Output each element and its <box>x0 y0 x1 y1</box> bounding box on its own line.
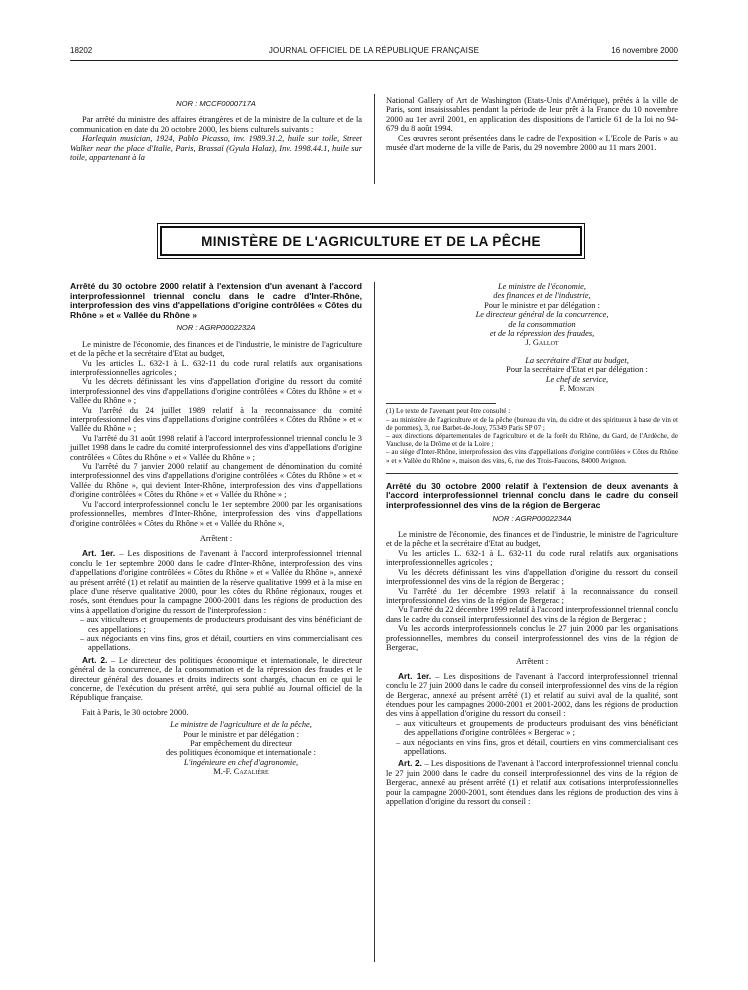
signatory-name: F. Mongin <box>559 384 595 394</box>
paragraph: Vu l'accord interprofessionnel conclu le 1er septembre 2000 par les organisations professionnelles, membres d'Inter-Rhône, interprofession des vins d'appellations d'origine contrôlées « Côtes du Rhône » et « Vallée du Rhône », <box>70 499 362 528</box>
signature-block <box>386 356 678 394</box>
paragraph: Le ministre de l'économie, des finances et de l'industrie, le ministre de l'agriculture et de la pêche et la secrétaire d'Etat au budget, <box>70 339 362 359</box>
issue-date: 16 novembre 2000 <box>611 46 678 55</box>
paragraph: Par arrêté du ministre des affaires étrangères et de la ministre de la culture et de la communication en date du 20 octobre 2000, les biens culturels suivants : <box>70 115 362 134</box>
footnote-rule <box>386 403 496 404</box>
signature-line: Le ministre de l'agriculture et de la pêche, <box>170 720 312 730</box>
paragraph: Vu les accords interprofessionnels conclus le 27 juin 2000 par les organisations professionnelles, membres du conseil interprofessionnel des vins de la région de Bergerac, <box>386 624 678 652</box>
header-rule <box>70 60 678 61</box>
top-right-column <box>386 96 678 152</box>
paragraph: Vu les articles L. 632-1 à L. 632-11 du code rural relatifs aux organisations interprofessionnelles agricoles ; <box>386 548 678 568</box>
signature-line: Le chef de service, <box>545 374 609 384</box>
decree-title: Arrêté du 30 octobre 2000 relatif à l'extension de deux avenants à l'accord interprofessionnel triennal conclu dans le cadre du conseil interprofessionnel des vins de la région de Bergerac <box>386 480 678 511</box>
ministry-heading: MINISTÈRE DE L'AGRICULTURE ET DE LA PÊCHE <box>160 226 582 256</box>
page-header <box>0 46 748 60</box>
decree-title: Arrêté du 30 octobre 2000 relatif à l'extension d'un avenant à l'accord interprofessionnel triennal conclu dans le cadre d'Inter-Rhône, interprofession des vins d'appellations d'origine contrôlées « Côtes du Rhône » et « Vallée du Rhône » <box>70 281 362 320</box>
paragraph: Le ministre de l'économie, des finances et de l'industrie, le ministre de l'agriculture et de la pêche et la secrétaire d'Etat au budget, <box>386 530 678 549</box>
signature-line: et de la répression des fraudes, <box>489 329 595 339</box>
signature-line: Pour le ministre et par délégation : <box>183 729 299 739</box>
list-item: – aux négociants en vins fins, gros et détail, courtiers en vins commercialisant ces appellations. <box>80 633 362 653</box>
footnote-line: (1) Le texte de l'avenant peut être consulté : <box>386 407 511 416</box>
signatory-name: M.-F. Cazalière <box>213 767 269 777</box>
footnote-line: – au siège d'Inter-Rhône, interprofession des vins d'appellations d'origine contrôlées « Côtes du Rhône » et « Vallée du Rhône », maison des vins, 6, rue des Trois-Faucons, 84000 Avignon. <box>386 448 678 465</box>
article-1: Art. 1er. – Les dispositions de l'avenant à l'accord interprofessionnel triennal conclu le 1er septembre 2000 dans le cadre d'Inter-Rhône, interprofession des vins d'appellations d'origine contrôlées « Côtes du Rhône » et « Vallée du Rhône », annexé au présent arrêté (1) et relatif au maintien de la réserve qualitative 1999 et à la mise en place d'une réserve qualitative 2000, pour les côtes du Rhône régionaux, rouges et rosés, sont étendues pour la campagne 2000-2001 dans les régions de production des vins à appellation d'origine du ressort de l'interprofession : <box>70 548 362 615</box>
column-separator <box>374 282 375 962</box>
paragraph: Ces œuvres seront présentées dans le cadre de l'exposition « L'Ecole de Paris » au musée d'art moderne de la ville de Paris, du 29 novembre 2000 au 11 mars 2001. <box>386 133 678 153</box>
bullet-list <box>70 615 362 653</box>
paragraph: Vu l'arrêté du 31 août 1998 relatif à l'accord interprofessionnel triennal conclu le 3 juillet 1998 dans le cadre du comité interprofessionnel des vins d'appellations d'origine contrôlées « Côtes du Rhône » et « Vallée du Rhône » ; <box>70 433 362 462</box>
list-item: – aux viticulteurs et groupements de producteurs produisant des vins bénéficiant des appellations d'origine contrôlées « Bergerac » ; <box>396 718 678 738</box>
page-number: 18202 <box>70 46 93 55</box>
paragraph: Vu l'arrêté du 7 janvier 2000 relatif au changement de dénomination du comité interprofessionnel des vins d'appellations d'origine contrôlées « Côtes du Rhône » et « Vallée du Rhône », qui devient Inter-Rhône, interprofession des vins d'appellations d'origine contrôlées « Côtes du Rhône » et « Vallée du Rhône » ; <box>70 462 362 500</box>
paragraph: Vu l'arrêté du 1er décembre 1993 relatif à la reconnaissance du conseil interprofessionnel des vins de la région de Bergerac ; <box>386 586 678 605</box>
paragraph: Vu l'arrêté du 22 décembre 1999 relatif à l'accord interprofessionnel triennal conclu dans le cadre du conseil interprofessionnel des vins de la région de Bergerac ; <box>386 605 678 624</box>
signature-line: des finances et de l'industrie, <box>493 291 591 301</box>
signature-line: Le ministre de l'économie, <box>497 282 586 291</box>
paragraph: Vu les articles L. 632-1 à L. 632-11 du code rural relatifs aux organisations interprofessionnelles agricoles ; <box>70 358 362 377</box>
signature-line: Pour le ministre et par délégation : <box>484 300 600 310</box>
paragraph: Harlequin musician, 1924, Pablo Picasso, inv. 1989.31.2, huile sur toile, Street Walker near the place d'Italie, Paris, Brassaï (Gyula Halaz), Inv. 1998.44.1, huile sur toile, appartenant à la <box>70 134 362 163</box>
arretent-label: Arrêtent : <box>199 533 233 543</box>
signature-line: Par empêchement du directeur <box>189 739 293 749</box>
arretent-label: Arrêtent : <box>515 657 549 667</box>
signature-line: Pour la secrétaire d'Etat et par délégation : <box>506 365 648 375</box>
article-1: Art. 1er. – Les dispositions de l'avenant à l'accord interprofessionnel triennal conclu le 27 juin 2000 dans le cadre du conseil interprofessionnel des vins de la région de Bergerac, annexé au présent arrêté (1) et relatif au suivi aval de la qualité, sont étendues pour les campagnes 2000-2001 et 2001-2002, dans les régions de production des vins à appellation d'origine du ressort du conseil : <box>386 670 678 719</box>
list-item: – aux négociants en vins fins, gros et détail, courtiers en vins commercialisant ces appellations. <box>396 737 678 757</box>
fait-a-paris: Fait à Paris, le 30 octobre 2000. <box>82 707 189 717</box>
signature-line: de la consommation <box>508 319 576 329</box>
signature-line: des politiques économique et internationale : <box>165 748 316 758</box>
article-2: Art. 2. – Les dispositions de l'avenant à l'accord interprofessionnel triennal conclu le 27 juin 2000 dans le cadre du conseil interprofessionnel des vins de la région de Bergerac, annexé au présent arrêté (1) et relatif aux cotisations interprofessionnelles pour la campagne 2000-2001, sont étendues dans les régions de production des vins à appellation d'origine du ressort du conseil : <box>386 758 678 807</box>
signature-line: Le directeur général de la concurrence, <box>475 310 609 320</box>
signature-line: L'ingénieure en chef d'agronomie, <box>183 757 299 767</box>
paragraph: Vu les décrets définissant les vins d'appellation d'origine du ressort du conseil interprofessionnel des vins de la région de Bergerac ; <box>386 567 678 587</box>
right-column <box>386 282 678 806</box>
column-separator <box>374 94 375 184</box>
section-rule <box>386 473 678 474</box>
footnote-line: – aux directions départementales de l'agriculture et de la forêt du Rhône, du Gard, de l'Ardèche, de Vaucluse, de la Drôme et de la Loire ; <box>386 432 678 449</box>
nor-reference: NOR : AGRP0002232A <box>176 323 256 333</box>
footnote <box>386 407 678 464</box>
paragraph: Vu les décrets définissant les vins d'appellation d'origine du ressort du comité interprofessionnel des vins d'appellations d'origine contrôlées « Côtes du Rhône » et « Vallée du Rhône » ; <box>70 377 362 406</box>
journal-title: JOURNAL OFFICIEL DE LA RÉPUBLIQUE FRANÇAISE <box>268 46 480 55</box>
nor-reference: NOR : AGRP0002234A <box>492 513 572 523</box>
signatory-name: J. Gallot <box>525 338 559 348</box>
list-item: – aux viticulteurs et groupements de producteurs produisant des vins bénéficiant de ces appellations ; <box>80 615 362 634</box>
signature-block <box>120 720 362 776</box>
signature-line: La secrétaire d'Etat au budget, <box>525 355 629 365</box>
bullet-list <box>386 719 678 757</box>
nor-reference: NOR : MCCF0000717A <box>176 99 256 108</box>
paragraph: National Gallery of Art de Washington (Etats-Unis d'Amérique), prêtés à la ville de Paris, sont insaisissables pendant la période de leur prêt à la France du 10 novembre 2000 au 1er avril 2001, en application des dispositions de l'article 61 de la loi no 94-679 du 8 août 1994. <box>386 96 678 134</box>
left-column <box>70 282 362 777</box>
paragraph: Vu l'arrêté du 24 juillet 1989 relatif à la reconnaissance du comité interprofessionnel des vins d'appellations d'origine contrôlées « Côtes du Rhône » et « Vallée du Rhône » ; <box>70 405 362 434</box>
signature-block <box>386 282 678 348</box>
top-left-column <box>70 96 362 162</box>
article-2: Art. 2. – Le directeur des politiques économique et internationale, le directeur général de la concurrence, de la consommation et de la répression des fraudes et le directeur général des douanes et droits indirects sont chargés, chacun en ce qui le concerne, de l'exécution du présent arrêté, qui sera publié au Journal officiel de la République française. <box>70 654 362 703</box>
footnote-line: – au ministère de l'agriculture et de la pêche (bureau du vin, du cidre et des spiritueux à base de vin et de pommes), 3, rue Barbet-de-Jouy, 75349 Paris SP 07 ; <box>386 415 678 432</box>
